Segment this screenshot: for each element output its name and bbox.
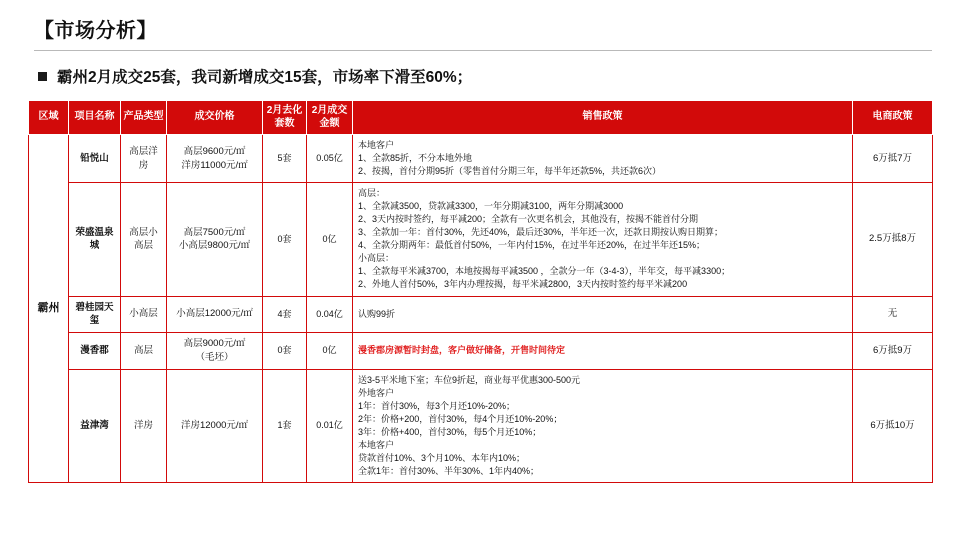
cell-sales-policy: 本地客户 1、全款85折，不分本地外地 2、按揭，首付分期95折（零售首付分期三年，每半年还款5%，共还款6次） — [353, 135, 853, 183]
bullet-row — [28, 65, 932, 87]
cell-deal-price: 高层9600元/㎡ 洋房11000元/㎡ — [167, 135, 263, 183]
cell-sales-policy: 认购99折 — [353, 296, 853, 333]
market-analysis-table — [28, 100, 933, 483]
cell-project-name: 漫香郡 — [69, 333, 121, 370]
table-row — [29, 333, 933, 370]
cell-ecommerce-policy: 6万抵9万 — [853, 333, 933, 370]
cell-feb-amount: 0亿 — [307, 183, 353, 296]
cell-deal-price: 高层7500元/㎡ 小高层9800元/㎡ — [167, 183, 263, 296]
th-deal-price: 成交价格 — [167, 101, 263, 135]
cell-product-type: 洋房 — [121, 369, 167, 482]
cell-ecommerce-policy: 2.5万抵8万 — [853, 183, 933, 296]
th-feb-units: 2月去化套数 — [263, 101, 307, 135]
table-header-row — [29, 101, 933, 135]
cell-product-type: 高层洋房 — [121, 135, 167, 183]
cell-sales-policy: 漫香郡房源暂时封盘，客户做好储备，开售时间待定 — [353, 333, 853, 370]
cell-region: 霸州 — [29, 135, 69, 483]
th-sales-policy: 销售政策 — [353, 101, 853, 135]
title-row — [28, 0, 932, 51]
cell-project-name: 铅悦山 — [69, 135, 121, 183]
table-row — [29, 296, 933, 333]
cell-product-type: 高层小高层 — [121, 183, 167, 296]
cell-feb-units: 0套 — [263, 333, 307, 370]
cell-ecommerce-policy: 6万抵7万 — [853, 135, 933, 183]
th-ecommerce-policy: 电商政策 — [853, 101, 933, 135]
table-body — [29, 135, 933, 483]
cell-product-type: 高层 — [121, 333, 167, 370]
cell-sales-policy: 高层： 1、全款减3500，贷款减3300，一年分期减3100，两年分期减3000 2、3天内按时签约，每平减200；全款有一次更名机会，其他没有，按揭不能首付分期 3、全款加一年：首付30%，先还40%，最后还30%，半年还一次，还款日期按认购日期算； 4、全款分期两年：最低首付50%，一年内付15%，在过半年还20%，在过半年还15%； 小高层： 1、全款每平米减3700，本地按揭每平减3500 ，全款分一年（3-4-3），半年交，每平减3300； 2、外地人首付50%，3年内办理按揭，每平米减2800，3天内按时签约每平米减200 — [353, 183, 853, 296]
cell-deal-price: 小高层12000元/㎡ — [167, 296, 263, 333]
table-row — [29, 183, 933, 296]
table-row — [29, 135, 933, 183]
cell-feb-units: 0套 — [263, 183, 307, 296]
cell-deal-price: 洋房12000元/㎡ — [167, 369, 263, 482]
table-row — [29, 369, 933, 482]
cell-ecommerce-policy: 6万抵10万 — [853, 369, 933, 482]
th-region: 区域 — [29, 101, 69, 135]
cell-project-name: 益津湾 — [69, 369, 121, 482]
cell-feb-amount: 0.01亿 — [307, 369, 353, 482]
cell-feb-units: 1套 — [263, 369, 307, 482]
cell-ecommerce-policy: 无 — [853, 296, 933, 333]
title-divider — [34, 50, 932, 51]
cell-feb-units: 4套 — [263, 296, 307, 333]
cell-project-name: 碧桂园天玺 — [69, 296, 121, 333]
page-title: 【市场分析】 — [34, 20, 157, 42]
cell-sales-policy: 送3-5平米地下室；车位9折起，商业每平优惠300-500元 外地客户 1年：首付30%，每3个月还10%-20%； 2年：价格+200，首付30%，每4个月还10%-20%； 3年：价格+400，首付30%，每5个月还10%； 本地客户 贷款首付10%、3个月10%、本年内10%； 全款1年：首付30%、半年30%、1年内40%； — [353, 369, 853, 482]
cell-feb-amount: 0亿 — [307, 333, 353, 370]
th-project-name: 项目名称 — [69, 101, 121, 135]
cell-feb-units: 5套 — [263, 135, 307, 183]
th-feb-amount: 2月成交金额 — [307, 101, 353, 135]
cell-project-name: 荣盛温泉城 — [69, 183, 121, 296]
cell-deal-price: 高层9000元/㎡ （毛坯） — [167, 333, 263, 370]
th-product-type: 产品类型 — [121, 101, 167, 135]
cell-feb-amount: 0.04亿 — [307, 296, 353, 333]
cell-feb-amount: 0.05亿 — [307, 135, 353, 183]
cell-product-type: 小高层 — [121, 296, 167, 333]
bullet-text: 霸州2月成交25套，我司新增成交15套，市场率下滑至60%； — [57, 69, 473, 86]
square-bullet-icon — [38, 72, 47, 81]
